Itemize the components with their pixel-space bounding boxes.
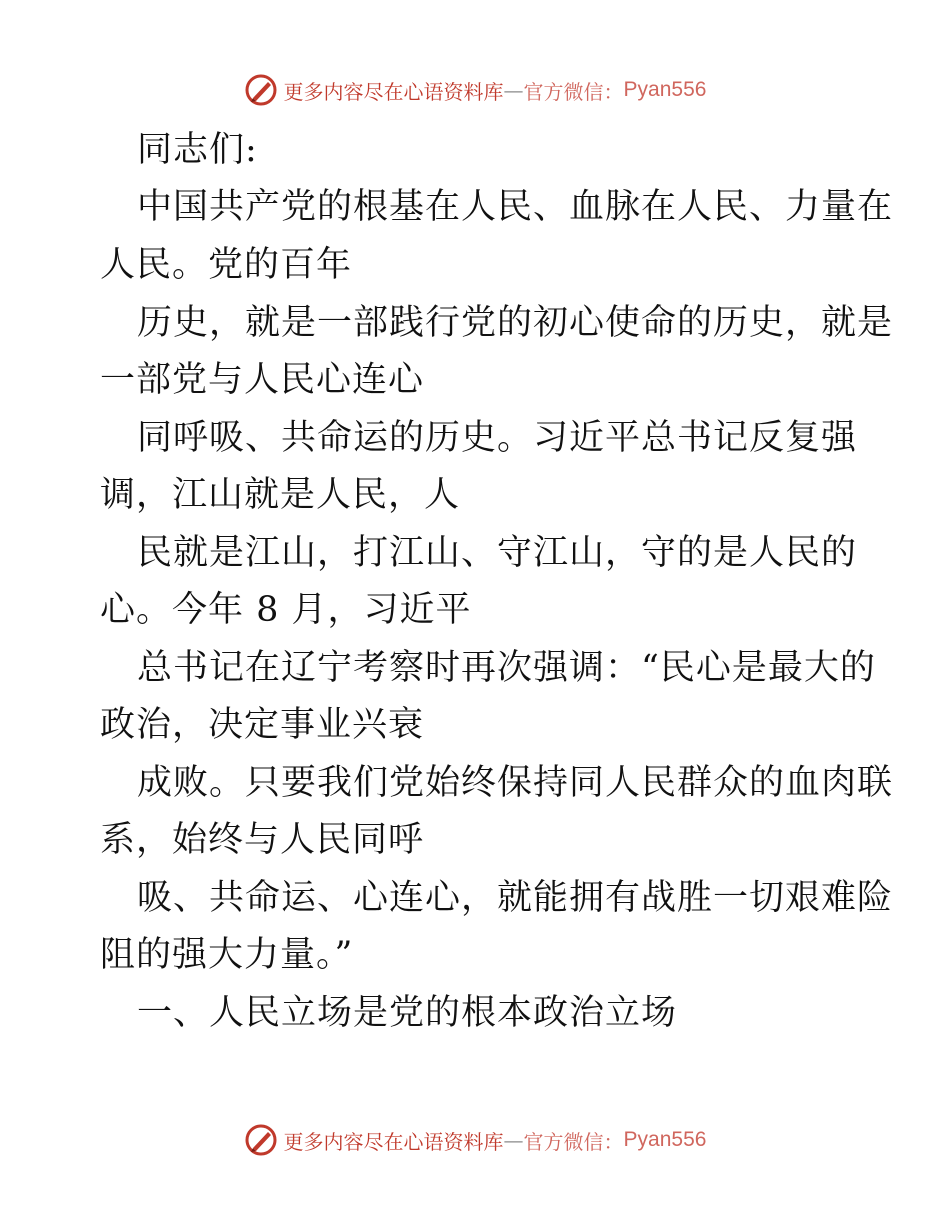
text-line: 阻的强大力量。” [100,935,354,975]
text-line: 心。今年 8 月，习近平 [100,590,472,630]
header-banner [0,70,950,110]
text-line: 中国共产党的根基在人民、血脉在人民、力量在 [137,187,894,227]
section-heading: 一、人民立场是党的根本政治立场 [137,993,678,1033]
text-line: 成败。只要我们党始终保持同人民群众的血肉联 [137,763,894,803]
banner-wechat-label: 官方微信： [523,79,624,104]
text-line: 同志们: [137,130,258,170]
banner-main-text: 更多内容尽在心语资料库 [283,1129,504,1154]
pen-logo-icon [244,1123,278,1157]
pen-logo-icon [244,73,278,107]
text-line: 总书记在辽宁考察时再次强调：“民心是最大的 [137,648,876,688]
text-line: 调，江山就是人民，人 [100,475,461,515]
text-line: 历史，就是一部践行党的初心使命的历史，就是 [137,303,894,343]
banner-wechat-id: Pyan556 [623,1128,707,1151]
text-line: 同呼吸、共命运的历史。习近平总书记反复强 [137,418,858,458]
text-line: 吸、共命运、心连心，就能拥有战胜一切艰难险 [137,878,894,918]
text-line: 一部党与人民心连心 [100,360,425,400]
banner-dash: — [503,1128,524,1152]
banner-dash: — [503,78,524,102]
text-line: 民就是江山，打江山、守江山，守的是人民的 [137,533,858,573]
banner-wechat-label: 官方微信： [523,1129,624,1154]
footer-banner [0,1120,950,1160]
text-line: 政治，决定事业兴衰 [100,705,425,745]
banner-main-text: 更多内容尽在心语资料库 [283,79,504,104]
text-line: 系，始终与人民同呼 [100,820,425,860]
text-line: 人民。党的百年 [100,245,353,285]
banner-wechat-id: Pyan556 [623,78,707,101]
